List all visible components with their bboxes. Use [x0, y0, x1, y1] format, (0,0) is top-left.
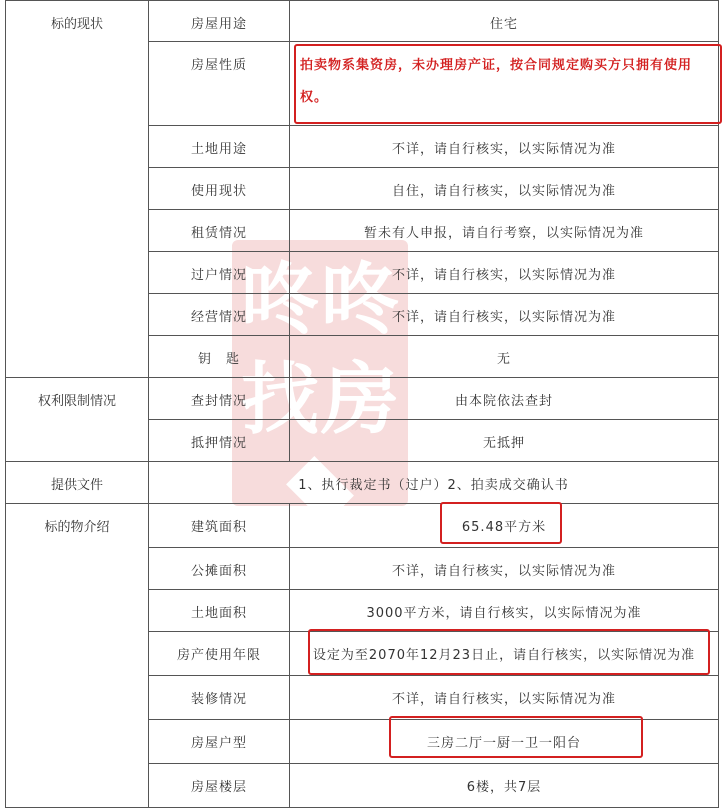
row-label: 房屋用途	[149, 1, 290, 42]
section-cell: 标的物介绍	[6, 504, 149, 808]
row-value: 3000平方米，请自行核实，以实际情况为准	[290, 590, 719, 632]
row-label: 房屋性质	[149, 42, 290, 126]
row-value: 无	[290, 336, 719, 378]
row-value: 6楼，共7层	[290, 764, 719, 808]
table-row	[6, 1, 719, 42]
row-label: 查封情况	[149, 378, 290, 420]
row-value: 自住，请自行核实，以实际情况为准	[290, 168, 719, 210]
highlight-box-term	[308, 629, 710, 675]
section-cell: 提供文件	[6, 462, 149, 504]
row-label: 租赁情况	[149, 210, 290, 252]
row-label: 房产使用年限	[149, 632, 290, 676]
row-label: 房屋楼层	[149, 764, 290, 808]
row-value: 不详，请自行核实，以实际情况为准	[290, 126, 719, 168]
row-value: 暂未有人申报，请自行考察，以实际情况为准	[290, 210, 719, 252]
row-label: 经营情况	[149, 294, 290, 336]
row-label: 过户情况	[149, 252, 290, 294]
row-label: 房屋户型	[149, 720, 290, 764]
row-value: 三房二厅一厨一卫一阳台	[290, 720, 719, 764]
table-row	[6, 378, 719, 420]
row-value: 65.48平方米	[290, 504, 719, 548]
row-label: 钥 匙	[149, 336, 290, 378]
row-value: 1、执行裁定书（过户）2、拍卖成交确认书	[149, 462, 719, 504]
highlight-box-layout	[389, 716, 643, 758]
row-label: 土地用途	[149, 126, 290, 168]
section-cell: 权利限制情况	[6, 378, 149, 462]
row-label: 装修情况	[149, 676, 290, 720]
row-value: 无抵押	[290, 420, 719, 462]
row-label: 抵押情况	[149, 420, 290, 462]
row-value: 不详，请自行核实，以实际情况为准	[290, 548, 719, 590]
table-row	[6, 504, 719, 548]
row-value-highlight: 拍卖物系集资房，未办理房产证，按合同规定购买方只拥有使用权。	[300, 58, 693, 105]
section-cell: 标的现状	[6, 1, 149, 378]
row-value: 由本院依法查封	[290, 378, 719, 420]
row-label: 建筑面积	[149, 504, 290, 548]
watermark-text: 咚咚找房	[240, 255, 401, 445]
row-label: 使用现状	[149, 168, 290, 210]
row-value: 不详，请自行核实，以实际情况为准	[290, 676, 719, 720]
highlight-box-area	[440, 502, 562, 544]
row-label: 土地面积	[149, 590, 290, 632]
highlight-box-nature	[294, 44, 722, 124]
row-value: 不详，请自行核实，以实际情况为准	[290, 252, 719, 294]
row-value: 住宅	[290, 1, 719, 42]
row-value: 设定为至2070年12月23日止，请自行核实，以实际情况为准	[290, 632, 719, 676]
table-row	[6, 462, 719, 504]
row-label: 公摊面积	[149, 548, 290, 590]
row-value: 不详，请自行核实，以实际情况为准	[290, 294, 719, 336]
